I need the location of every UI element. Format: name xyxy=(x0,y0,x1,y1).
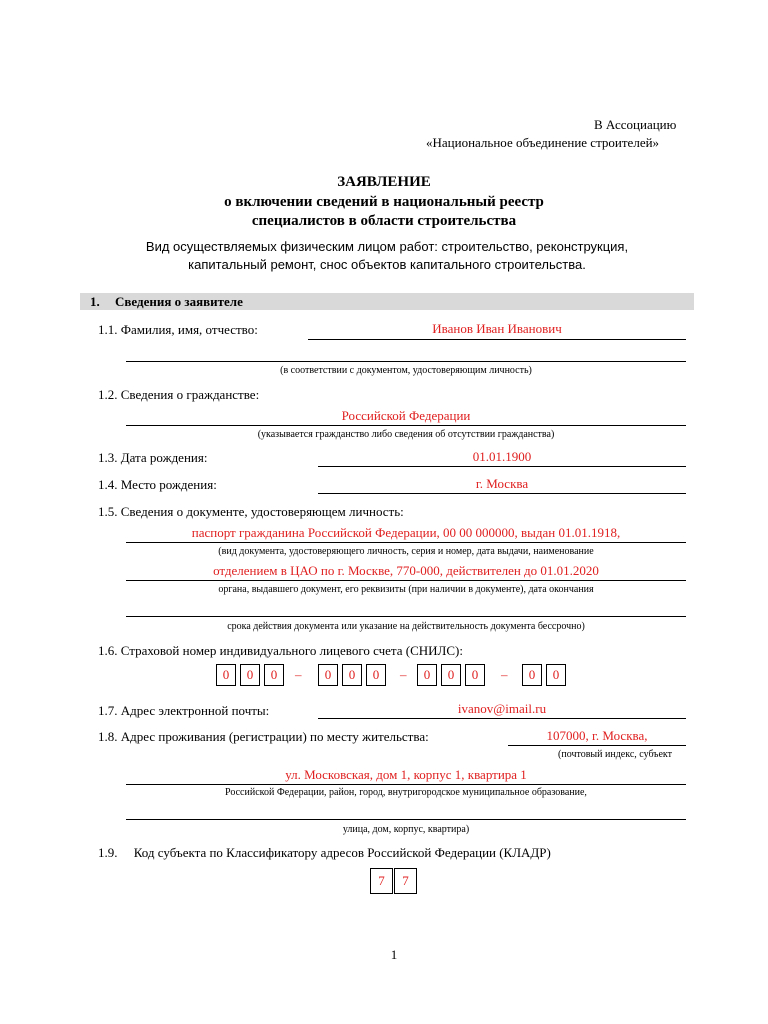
id-document-underline-2 xyxy=(126,580,686,581)
kladr-digit-box[interactable]: 7 xyxy=(370,868,393,894)
field-1-8-hint-1: (почтовый индекс, субъект xyxy=(558,749,672,760)
snils-digit-box[interactable]: 0 xyxy=(366,664,386,686)
field-1-6-label: 1.6. Страховой номер индивидуального лицевого счета (СНИЛС): xyxy=(98,643,463,658)
full-name-value[interactable]: Иванов Иван Иванович xyxy=(432,321,562,336)
email-value[interactable]: ivanov@imail.ru xyxy=(457,701,547,716)
field-1-1-label: 1.1. Фамилия, имя, отчество: xyxy=(98,322,258,337)
full-name-underline-2 xyxy=(126,361,686,362)
snils-digit-box[interactable]: 0 xyxy=(522,664,542,686)
document-subtitle-1: о включении сведений в национальный реестр xyxy=(224,194,544,210)
full-name-underline xyxy=(308,339,686,340)
address-underline-3 xyxy=(126,819,686,820)
address-underline-1 xyxy=(508,745,686,746)
page-number: 1 xyxy=(390,947,398,962)
citizenship-value[interactable]: Российской Федерации xyxy=(341,408,471,423)
field-1-5-hint-1: (вид документа, удостоверяющего личность, серия и номер, дата выдачи, наименование xyxy=(218,546,594,557)
section-number: 1. xyxy=(90,294,100,309)
snils-digit-box[interactable]: 0 xyxy=(546,664,566,686)
field-1-2-hint: (указывается гражданство либо сведения об отсутствии гражданства) xyxy=(257,429,555,440)
id-document-value-2[interactable]: отделением в ЦАО по г. Москве, 770-000, действителен до 01.01.2020 xyxy=(213,563,599,578)
addressee-line-2: «Национальное объединение строителей» xyxy=(426,135,660,150)
snils-digit-box[interactable]: 0 xyxy=(417,664,437,686)
snils-digit-box[interactable]: 0 xyxy=(342,664,362,686)
id-document-underline-1 xyxy=(126,542,686,543)
snils-digit-box[interactable]: 0 xyxy=(465,664,485,686)
id-document-value-1[interactable]: паспорт гражданина Российской Федерации, 00 00 000000, выдан 01.01.1918, xyxy=(191,525,621,540)
birth-date-value[interactable]: 01.01.1900 xyxy=(472,449,532,464)
field-1-2-label: 1.2. Сведения о гражданстве: xyxy=(98,387,260,402)
address-underline-2 xyxy=(126,784,686,785)
work-type-line-1: Вид осуществляемых физическим лицом работ: строительство, реконструкция, xyxy=(145,239,629,254)
address-value-1[interactable]: 107000, г. Москва, xyxy=(546,728,648,743)
field-1-8-hint-3: улица, дом, корпус, квартира) xyxy=(342,824,470,835)
snils-digit-box[interactable]: 0 xyxy=(240,664,260,686)
field-1-4-label: 1.4. Место рождения: xyxy=(98,477,217,492)
field-1-8-hint-2: Российской Федерации, район, город, внутригородское муниципальное образование, xyxy=(225,787,587,798)
field-1-9-label: 1.9. Код субъекта по Классификатору адресов Российской Федерации (КЛАДР) xyxy=(98,845,551,860)
snils-digit-box[interactable]: 0 xyxy=(441,664,461,686)
snils-digit-box[interactable]: 0 xyxy=(318,664,338,686)
field-1-5-hint-3: срока действия документа или указание на действительность документа бессрочно) xyxy=(227,621,585,632)
snils-dash: – xyxy=(501,667,508,682)
field-1-5-label: 1.5. Сведения о документе, удостоверяющем личность: xyxy=(98,504,404,519)
snils-digit-box[interactable]: 0 xyxy=(264,664,284,686)
field-1-3-label: 1.3. Дата рождения: xyxy=(98,450,208,465)
document-title: ЗАЯВЛЕНИЕ xyxy=(337,174,431,190)
birth-date-underline xyxy=(318,466,686,467)
birth-place-underline xyxy=(318,493,686,494)
work-type-line-2: капитальный ремонт, снос объектов капитального строительства. xyxy=(188,257,586,272)
email-underline xyxy=(318,718,686,719)
address-value-2[interactable]: ул. Московская, дом 1, корпус 1, квартира 1 xyxy=(285,767,527,782)
snils-dash: – xyxy=(400,667,407,682)
snils-digit-box[interactable]: 0 xyxy=(216,664,236,686)
kladr-digit-box[interactable]: 7 xyxy=(394,868,417,894)
field-1-7-label: 1.7. Адрес электронной почты: xyxy=(98,703,270,718)
field-1-8-label: 1.8. Адрес проживания (регистрации) по месту жительства: xyxy=(98,729,429,744)
section-title: Сведения о заявителе xyxy=(115,294,243,309)
citizenship-underline xyxy=(126,425,686,426)
field-1-5-hint-2: органа, выдавшего документ, его реквизиты (при наличии в документе), дата окончания xyxy=(218,584,594,595)
addressee-line-1: В Ассоциацию xyxy=(594,117,677,132)
document-subtitle-2: специалистов в области строительства xyxy=(251,213,517,229)
birth-place-value[interactable]: г. Москва xyxy=(475,476,529,491)
id-document-underline-3 xyxy=(126,616,686,617)
snils-dash: – xyxy=(295,667,302,682)
section-header xyxy=(80,293,694,310)
field-1-1-hint: (в соответствии с документом, удостоверяющим личность) xyxy=(280,365,532,376)
